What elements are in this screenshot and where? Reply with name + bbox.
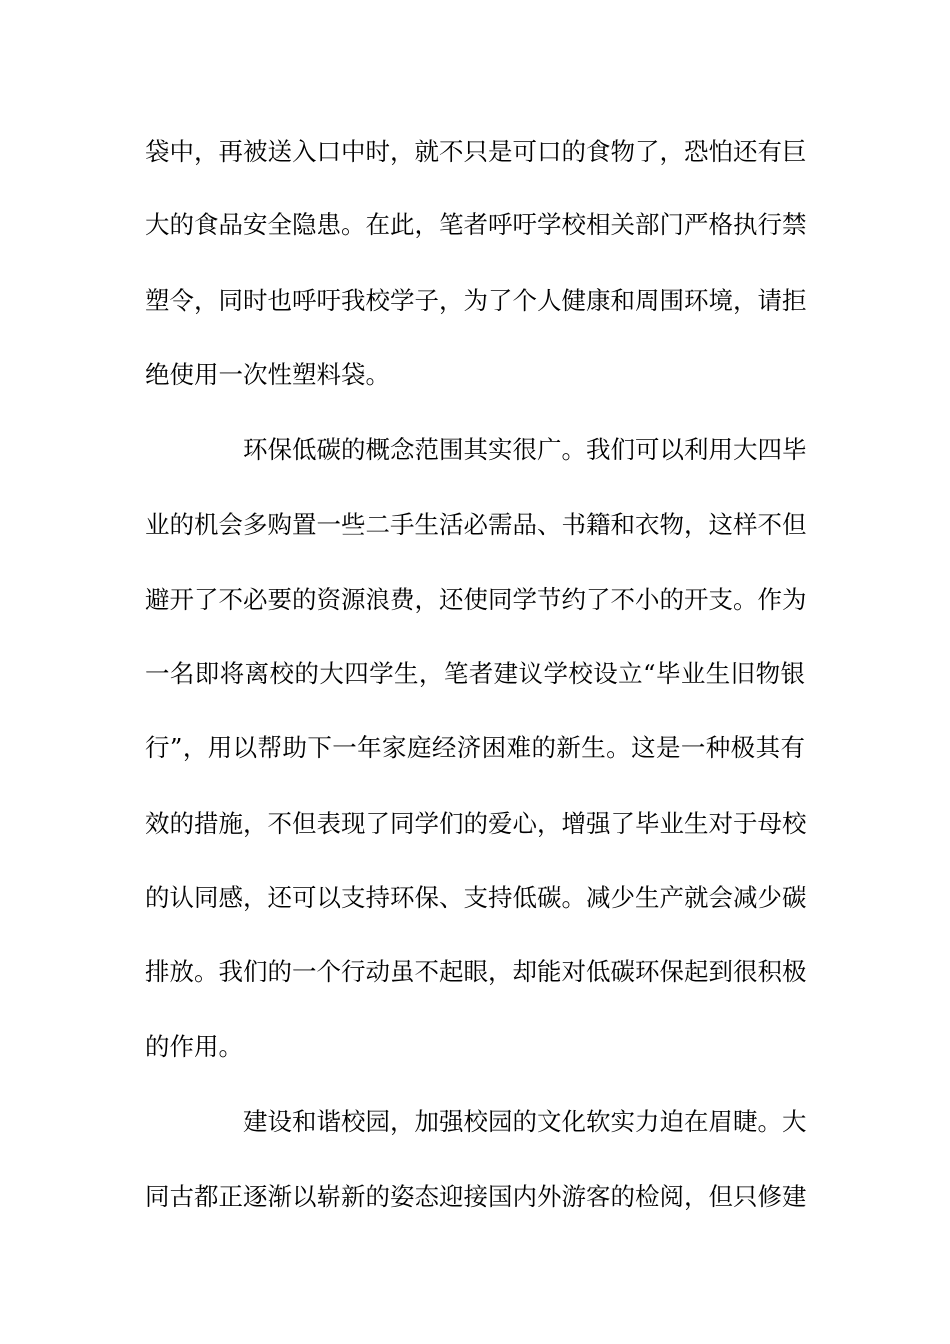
text-line: 绝使用一次性塑料袋。 xyxy=(145,360,390,389)
text-line: 一名即将离校的大四学生，笔者建议学校设立“毕业生旧物银 xyxy=(145,659,805,688)
paragraph-first-line: 环保低碳的概念范围其实很广。我们可以利用大四毕 xyxy=(243,435,807,464)
text-line: 排放。我们的一个行动虽不起眼，却能对低碳环保起到很积极 xyxy=(145,957,807,986)
text-line: 大的食品安全隐患。在此，笔者呼吁学校相关部门严格执行禁 xyxy=(145,210,807,239)
text-line: 避开了不必要的资源浪费，还使同学节约了不小的开支。作为 xyxy=(145,585,807,614)
text-line: 业的机会多购置一些二手生活必需品、书籍和衣物，这样不但 xyxy=(145,510,807,539)
paragraph-first-line: 建设和谐校园，加强校园的文化软实力迫在眉睫。大 xyxy=(243,1107,807,1136)
text-line: 塑令，同时也呼吁我校学子，为了个人健康和周围环境，请拒 xyxy=(145,286,807,315)
text-line: 行”，用以帮助下一年家庭经济困难的新生。这是一种极其有 xyxy=(145,733,805,762)
text-line: 袋中，再被送入口中时，就不只是可口的食物了，恐怕还有巨 xyxy=(145,137,807,166)
text-line: 同古都正逐渐以崭新的姿态迎接国内外游客的检阅，但只修建 xyxy=(145,1182,807,1211)
text-line: 的作用。 xyxy=(145,1032,243,1061)
text-line: 效的措施，不但表现了同学们的爱心，增强了毕业生对于母校 xyxy=(145,809,807,838)
text-line: 的认同感，还可以支持环保、支持低碳。减少生产就会减少碳 xyxy=(145,883,807,912)
